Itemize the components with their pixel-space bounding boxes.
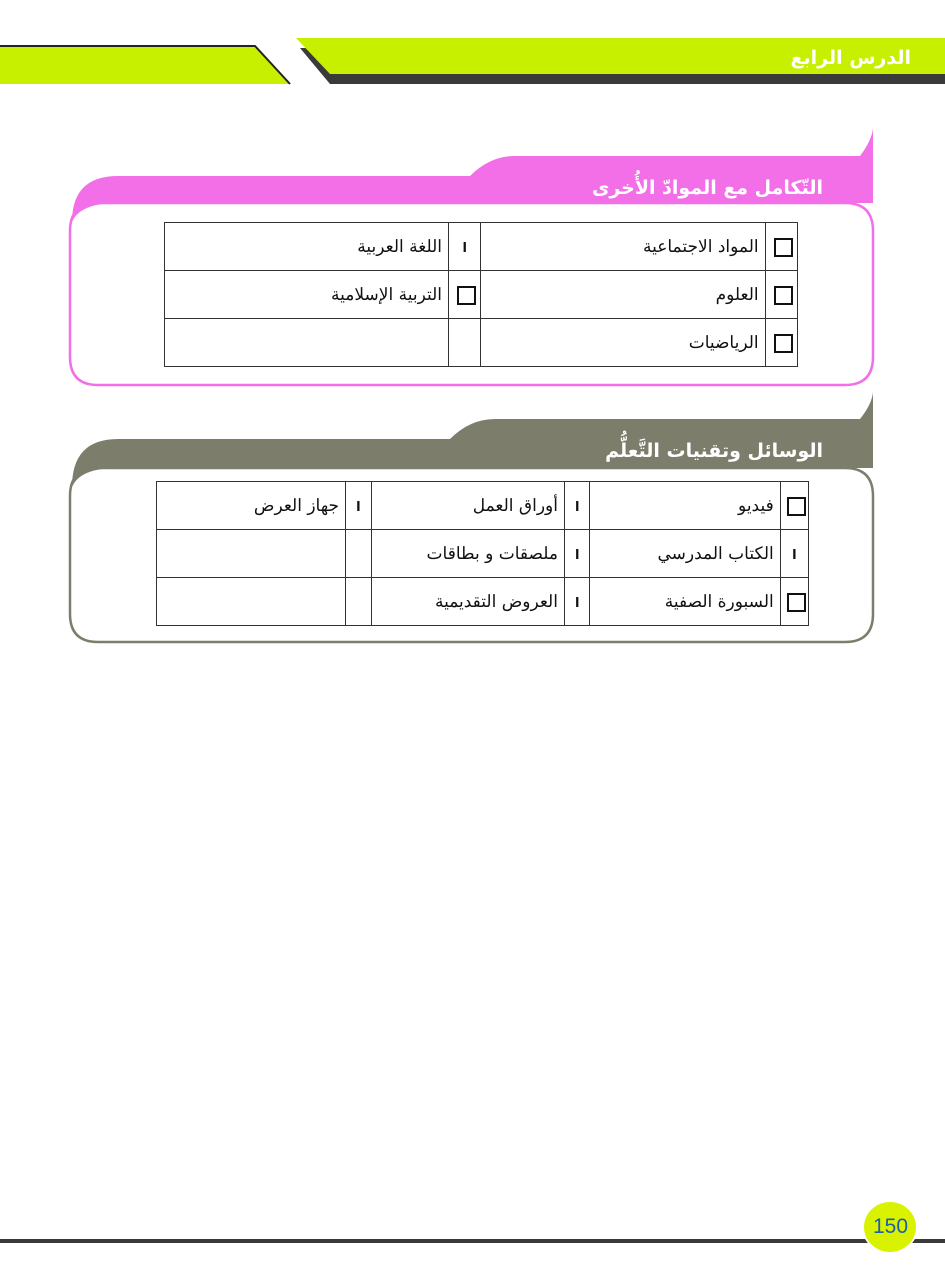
option-label: المواد الاجتماعية <box>481 223 765 271</box>
tick-mark-icon: ا <box>462 240 467 256</box>
empty-mark-cell <box>346 578 371 626</box>
page-number: 150 <box>872 1215 909 1238</box>
tick-mark-icon: ا <box>574 547 580 563</box>
option-label <box>157 578 346 626</box>
option-label: ملصقات و بطاقات <box>371 530 564 578</box>
checkbox[interactable] <box>765 319 797 367</box>
tick-mark-icon: ا <box>574 595 580 611</box>
checkbox-square-icon[interactable] <box>787 593 806 612</box>
option-label: جهاز العرض <box>157 482 346 530</box>
tick-mark-icon: ا <box>574 499 580 515</box>
checkbox[interactable] <box>780 482 808 530</box>
tick-mark <box>564 530 589 578</box>
empty-mark-cell <box>449 319 481 367</box>
media-title: الوسائل وتقنيات التَّعلُّم <box>605 440 823 462</box>
option-label: العلوم <box>481 271 765 319</box>
option-label: العروض التقديمية <box>371 578 564 626</box>
media-table <box>156 481 809 626</box>
tick-mark <box>564 482 589 530</box>
lesson-title: الدرس الرابع <box>790 47 911 69</box>
integration-title: التّكامل مع الموادّ الأُخرى <box>591 177 823 199</box>
checkbox[interactable] <box>449 271 481 319</box>
checkbox[interactable] <box>765 223 797 271</box>
checkbox-square-icon[interactable] <box>774 238 793 257</box>
tick-mark <box>449 223 481 271</box>
checkbox-square-icon[interactable] <box>774 334 793 353</box>
checkbox-square-icon[interactable] <box>457 286 476 305</box>
tick-mark <box>346 482 371 530</box>
checkbox-square-icon[interactable] <box>787 497 806 516</box>
option-label: اللغة العربية <box>165 223 449 271</box>
empty-mark-cell <box>346 530 371 578</box>
footer-bar <box>0 1190 945 1276</box>
option-label: أوراق العمل <box>371 482 564 530</box>
checkbox[interactable] <box>780 578 808 626</box>
table-row <box>165 319 798 367</box>
tick-mark-icon: ا <box>792 547 797 563</box>
option-label: السبورة الصفية <box>590 578 780 626</box>
tick-mark <box>564 578 589 626</box>
option-label: الكتاب المدرسي <box>590 530 780 578</box>
table-row <box>165 223 798 271</box>
option-label: الرياضيات <box>481 319 765 367</box>
table-row <box>157 578 809 626</box>
table-row <box>157 482 809 530</box>
checkbox-square-icon[interactable] <box>774 286 793 305</box>
option-label <box>165 319 449 367</box>
tick-mark-icon: ا <box>356 499 361 515</box>
tick-mark <box>780 530 808 578</box>
option-label <box>157 530 346 578</box>
integration-table <box>164 222 798 367</box>
option-label: فيديو <box>590 482 780 530</box>
option-label: التربية الإسلامية <box>165 271 449 319</box>
checkbox[interactable] <box>765 271 797 319</box>
table-row <box>165 271 798 319</box>
table-row <box>157 530 809 578</box>
